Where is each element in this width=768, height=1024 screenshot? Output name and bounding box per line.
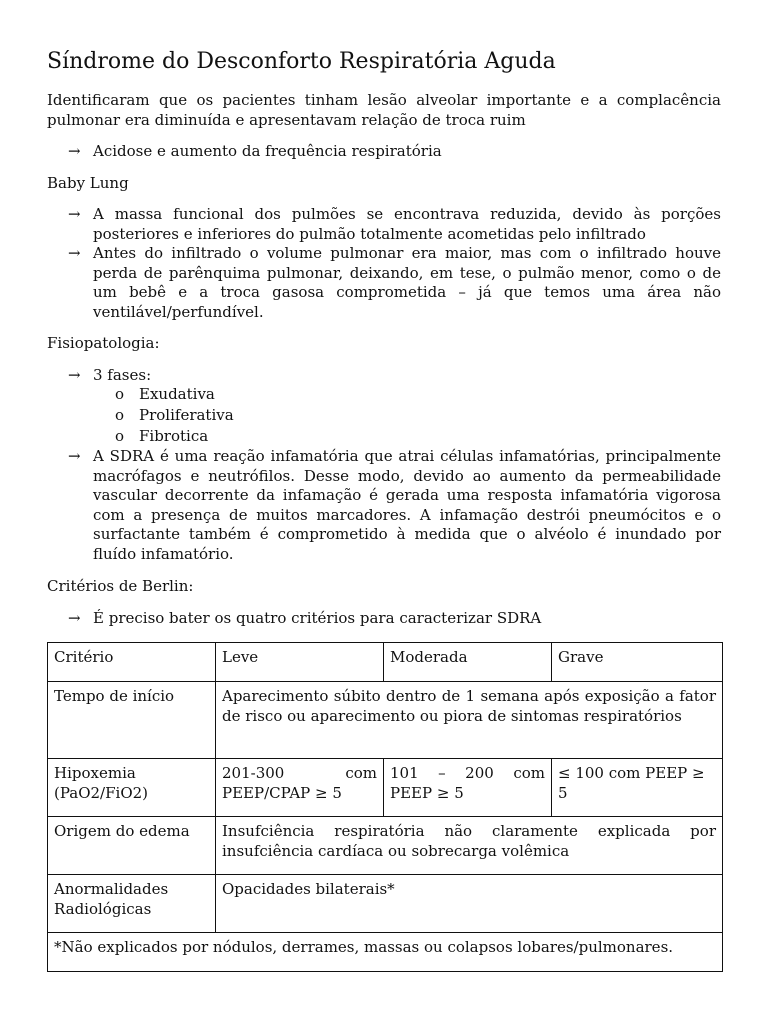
arrow-icon: → [68, 609, 81, 627]
radio-value: Opacidades bilaterais* [216, 875, 723, 933]
fase-text: Fibrotica [139, 427, 209, 445]
header-moderada: Moderada [384, 643, 552, 682]
berlin-item-text: É preciso bater os quatro critérios para caracterizar SDRA [93, 609, 542, 627]
sdra-text: A SDRA é uma reação infamatória que atrai células infamatórias, principalmente macrófagos e neutrófilos. Desse modo, devido ao aumento da permeabilidade vascular decorrente da infamação é gerada uma resposta infamatória vigorosa com a presença de muitos marcadores. A infamação destrói pneumócitos e o surfactante também é comprometido à medida que o alvéolo é inundado por fluído infamatório. [93, 447, 721, 563]
arrow-icon: → [68, 205, 81, 223]
header-grave: Grave [552, 643, 723, 682]
table-header-row [48, 643, 723, 682]
circle-bullet-icon: o [115, 406, 125, 424]
hipoxemia-label: Hipoxemia (PaO2/FiO2) [48, 759, 216, 817]
baby-lung-item-1 [68, 205, 721, 244]
baby-lung-heading-text: Baby Lung [47, 174, 129, 192]
intro-paragraph [47, 91, 721, 130]
baby-lung-item-text: A massa funcional dos pulmões se encontrava reduzida, devido às porções posteriores e inferiores do pulmão totalmente acometidas pelo infiltrado [93, 205, 721, 243]
fisiopatologia-heading-text: Fisiopatologia: [47, 334, 160, 352]
hipoxemia-leve: 201-300 com PEEP/CPAP ≥ 5 [216, 759, 384, 817]
fase-item [115, 406, 234, 426]
radio-label: Anormalidades Radiológicas [48, 875, 216, 933]
berlin-heading [47, 577, 721, 597]
fase-item [115, 427, 208, 447]
baby-lung-heading [47, 174, 721, 194]
tempo-label: Tempo de início [48, 682, 216, 759]
sdra-list-item [68, 447, 721, 564]
circle-bullet-icon: o [115, 427, 125, 445]
table-footnote: *Não explicados por nódulos, derrames, massas ou colapsos lobares/pulmonares. [48, 933, 723, 972]
intro-list-item [68, 142, 721, 162]
berlin-list-item [68, 609, 721, 629]
baby-lung-item-2 [68, 244, 721, 322]
table-row-tempo [48, 682, 723, 759]
fases-label: 3 fases: [93, 366, 152, 384]
table-row-radio [48, 875, 723, 933]
fases-list-item [68, 366, 721, 386]
hipoxemia-grave: ≤ 100 com PEEP ≥ 5 [552, 759, 723, 817]
fase-text: Proliferativa [139, 406, 234, 424]
edema-value: Insufciência respiratória não claramente explicada por insufciência cardíaca ou sobrecarga volêmica [216, 817, 723, 875]
arrow-icon: → [68, 447, 81, 465]
arrow-icon: → [68, 366, 81, 384]
berlin-heading-text: Critérios de Berlin: [47, 577, 194, 595]
page-title: Síndrome do Desconforto Respiratória Aguda [47, 49, 556, 74]
berlin-criteria-table [47, 642, 723, 972]
circle-bullet-icon: o [115, 385, 125, 403]
arrow-icon: → [68, 244, 81, 262]
intro-item-text: Acidose e aumento da frequência respiratória [93, 142, 442, 160]
table-row-hipoxemia [48, 759, 723, 817]
header-leve: Leve [216, 643, 384, 682]
hipoxemia-moderada: 101 – 200 com PEEP ≥ 5 [384, 759, 552, 817]
baby-lung-item-text: Antes do infiltrado o volume pulmonar era maior, mas com o infiltrado houve perda de parênquima pulmonar, deixando, em tese, o pulmão menor, como o de um bebê e a troca gasosa comprometida – já que temos uma área não ventilável/perfundível. [93, 244, 721, 321]
intro-text: Identificaram que os pacientes tinham lesão alveolar importante e a complacência pulmonar era diminuída e apresentavam relação de troca ruim [47, 91, 721, 129]
edema-label: Origem do edema [48, 817, 216, 875]
arrow-icon: → [68, 142, 81, 160]
table-footnote-row [48, 933, 723, 972]
table-row-edema [48, 817, 723, 875]
header-criterio: Critério [48, 643, 216, 682]
fase-item [115, 385, 215, 405]
fase-text: Exudativa [139, 385, 215, 403]
fisiopatologia-heading [47, 334, 721, 354]
tempo-value: Aparecimento súbito dentro de 1 semana após exposição a fator de risco ou aparecimento ou piora de sintomas respiratórios [216, 682, 723, 759]
